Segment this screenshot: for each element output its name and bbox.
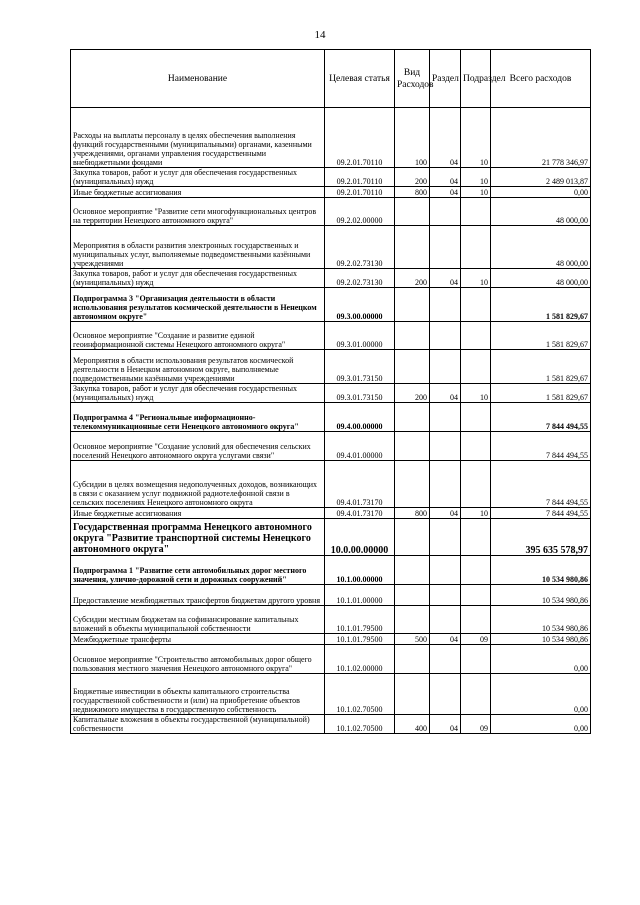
table-row (71, 585, 591, 606)
table-row (71, 461, 591, 508)
row-section (430, 461, 461, 508)
row-name: Межбюджетные трансферты (71, 634, 325, 645)
row-total: 1 581 829,67 (491, 322, 591, 350)
row-type (395, 322, 430, 350)
row-subsection (461, 585, 491, 606)
row-target: 10.0.00.00000 (325, 519, 395, 556)
row-total: 10 534 980,86 (491, 556, 591, 585)
row-target: 10.1.00.00000 (325, 556, 395, 585)
row-type (395, 350, 430, 384)
table-row (71, 384, 591, 403)
page-number: 14 (314, 29, 326, 41)
row-type (395, 585, 430, 606)
table-body (71, 108, 591, 734)
row-target: 10.1.01.79500 (325, 606, 395, 634)
row-name: Мероприятия в области использования результатов космической деятельности в Ненецком автономном округе, выполняемые подведомственными казёнными учреждениями (71, 350, 325, 384)
header-section: Раздел (430, 50, 461, 108)
row-name: Субсидии в целях возмещения недополученных доходов, возникающих в связи с оказанием услуг подвижной радиотелефонной связи в сельских поселениях Ненецкого автономного округа (71, 461, 325, 508)
row-name: Подпрограмма 1 "Развитие сети автомобильных дорог местного значения, улично-дорожной сети и дорожных сооружений" (71, 556, 325, 585)
table-row (71, 108, 591, 168)
row-type (395, 606, 430, 634)
table-row (71, 519, 591, 556)
table-row (71, 187, 591, 198)
row-total: 0,00 (491, 674, 591, 715)
row-name: Государственная программа Ненецкого автономного округа "Развитие транспортной системы Ненецкого автономного округа" (71, 519, 325, 556)
row-subsection: 10 (461, 187, 491, 198)
header-target: Целевая статья (325, 50, 395, 108)
row-total: 7 844 494,55 (491, 461, 591, 508)
table-row (71, 322, 591, 350)
row-type: 200 (395, 384, 430, 403)
row-name: Иные бюджетные ассигнования (71, 508, 325, 519)
row-section: 04 (430, 384, 461, 403)
row-section (430, 556, 461, 585)
row-subsection (461, 461, 491, 508)
row-subsection (461, 226, 491, 269)
row-section (430, 432, 461, 461)
row-name: Расходы на выплаты персоналу в целях обеспечения выполнения функций государственными (муниципальными) органами, казенными учреждениями, органами управления государственными внебюджетными фондами (71, 108, 325, 168)
row-name: Закупка товаров, работ и услуг для обеспечения государственных (муниципальных) нужд (71, 269, 325, 288)
row-subsection: 10 (461, 168, 491, 187)
row-target: 10.1.02.70500 (325, 715, 395, 734)
row-target: 09.3.01.73150 (325, 384, 395, 403)
row-type (395, 432, 430, 461)
table-row (71, 715, 591, 734)
row-total: 21 778 346,97 (491, 108, 591, 168)
row-type: 100 (395, 108, 430, 168)
row-name: Бюджетные инвестиции в объекты капитального строительства государственной собственности и (или) на приобретение объектов недвижимого имущества в государственную собственность (71, 674, 325, 715)
row-section (430, 519, 461, 556)
table-row (71, 556, 591, 585)
row-target: 09.3.01.00000 (325, 322, 395, 350)
table-row (71, 674, 591, 715)
row-subsection: 09 (461, 634, 491, 645)
row-total: 2 489 013,87 (491, 168, 591, 187)
table-header-row (71, 50, 591, 108)
row-name: Закупка товаров, работ и услуг для обеспечения государственных (муниципальных) нужд (71, 168, 325, 187)
row-target: 09.2.02.73130 (325, 226, 395, 269)
row-name: Закупка товаров, работ и услуг для обеспечения государственных (муниципальных) нужд (71, 384, 325, 403)
row-type: 800 (395, 187, 430, 198)
table-row (71, 168, 591, 187)
row-subsection: 10 (461, 108, 491, 168)
row-target: 09.3.00.00000 (325, 288, 395, 322)
row-target: 09.2.02.73130 (325, 269, 395, 288)
row-section: 04 (430, 508, 461, 519)
header-name: Наименование (71, 50, 325, 108)
row-subsection (461, 645, 491, 674)
row-target: 10.1.02.70500 (325, 674, 395, 715)
row-type: 200 (395, 269, 430, 288)
row-section (430, 606, 461, 634)
row-target: 09.2.01.70110 (325, 187, 395, 198)
row-target: 10.1.01.00000 (325, 585, 395, 606)
row-total: 10 534 980,86 (491, 585, 591, 606)
header-subsection: Подраздел (461, 50, 491, 108)
row-total: 0,00 (491, 187, 591, 198)
row-total: 395 635 578,97 (491, 519, 591, 556)
row-subsection (461, 198, 491, 226)
row-total: 1 581 829,67 (491, 288, 591, 322)
row-name: Основное мероприятие "Создание и развитие единой геоинформационной системы Ненецкого автономного округа" (71, 322, 325, 350)
row-total: 48 000,00 (491, 269, 591, 288)
row-name: Основное мероприятие "Строительство автомобильных дорог общего пользования местного значения Ненецкого автономного округа" (71, 645, 325, 674)
row-name: Иные бюджетные ассигнования (71, 187, 325, 198)
row-subsection (461, 288, 491, 322)
row-target: 10.1.02.00000 (325, 645, 395, 674)
row-total: 48 000,00 (491, 198, 591, 226)
row-type: 500 (395, 634, 430, 645)
row-section (430, 322, 461, 350)
row-type (395, 198, 430, 226)
row-total: 7 844 494,55 (491, 432, 591, 461)
row-type (395, 674, 430, 715)
table-row (71, 508, 591, 519)
row-section: 04 (430, 269, 461, 288)
row-type (395, 461, 430, 508)
row-total: 1 581 829,67 (491, 350, 591, 384)
row-type (395, 403, 430, 432)
budget-table (70, 49, 591, 734)
row-target: 09.3.01.73150 (325, 350, 395, 384)
row-type (395, 645, 430, 674)
row-name: Подпрограмма 4 "Региональные информационно-телекоммуникационные сети Ненецкого автономного округа" (71, 403, 325, 432)
table-row (71, 403, 591, 432)
row-section (430, 674, 461, 715)
row-name: Капитальные вложения в объекты государственной (муниципальной) собственности (71, 715, 325, 734)
row-section: 04 (430, 715, 461, 734)
row-section (430, 198, 461, 226)
row-name: Основное мероприятие "Создание условий для обеспечения сельских поселений Ненецкого автономного округа услугами связи" (71, 432, 325, 461)
row-section (430, 403, 461, 432)
row-total: 1 581 829,67 (491, 384, 591, 403)
row-section (430, 645, 461, 674)
row-section: 04 (430, 634, 461, 645)
row-subsection (461, 432, 491, 461)
table-row (71, 226, 591, 269)
row-type (395, 519, 430, 556)
row-subsection (461, 556, 491, 585)
row-type (395, 556, 430, 585)
table-row (71, 634, 591, 645)
row-name: Субсидии местным бюджетам на софинансирование капитальных вложений в объекты муниципальной собственности (71, 606, 325, 634)
row-section (430, 226, 461, 269)
row-target: 09.2.02.00000 (325, 198, 395, 226)
row-subsection (461, 322, 491, 350)
row-total: 10 534 980,86 (491, 606, 591, 634)
table-row (71, 198, 591, 226)
table-row (71, 645, 591, 674)
table-row (71, 432, 591, 461)
row-subsection: 10 (461, 508, 491, 519)
row-target: 09.2.01.70110 (325, 168, 395, 187)
row-target: 10.1.01.79500 (325, 634, 395, 645)
row-total: 0,00 (491, 645, 591, 674)
row-name: Подпрограмма 3 "Организация деятельности в области использования результатов космической деятельности в Ненецком автономном округе" (71, 288, 325, 322)
row-subsection: 10 (461, 384, 491, 403)
header-total: Всего расходов (491, 50, 591, 108)
row-total: 7 844 494,55 (491, 403, 591, 432)
row-section: 04 (430, 168, 461, 187)
row-section (430, 350, 461, 384)
row-target: 09.4.01.73170 (325, 461, 395, 508)
row-type (395, 226, 430, 269)
row-name: Основное мероприятие "Развитие сети многофункциональных центров на территории Ненецкого автономного округа" (71, 198, 325, 226)
row-target: 09.4.01.00000 (325, 432, 395, 461)
row-section: 04 (430, 108, 461, 168)
row-total: 48 000,00 (491, 226, 591, 269)
row-total: 10 534 980,86 (491, 634, 591, 645)
row-type: 800 (395, 508, 430, 519)
row-type: 200 (395, 168, 430, 187)
table-row (71, 269, 591, 288)
row-total: 7 844 494,55 (491, 508, 591, 519)
table-row (71, 350, 591, 384)
row-subsection (461, 674, 491, 715)
row-type: 400 (395, 715, 430, 734)
row-subsection (461, 403, 491, 432)
row-section (430, 288, 461, 322)
row-total: 0,00 (491, 715, 591, 734)
row-subsection: 10 (461, 269, 491, 288)
row-target: 09.2.01.70110 (325, 108, 395, 168)
row-name: Предоставление межбюджетных трансфертов бюджетам другого уровня (71, 585, 325, 606)
row-subsection: 09 (461, 715, 491, 734)
row-type (395, 288, 430, 322)
row-section (430, 585, 461, 606)
row-subsection (461, 606, 491, 634)
row-name: Мероприятия в области развития электронных государственных и муниципальных услуг, выполняемые подведомственными казёнными учреждениями (71, 226, 325, 269)
table-row (71, 288, 591, 322)
row-target: 09.4.01.73170 (325, 508, 395, 519)
row-section: 04 (430, 187, 461, 198)
row-subsection (461, 519, 491, 556)
table-row (71, 606, 591, 634)
row-subsection (461, 350, 491, 384)
row-target: 09.4.00.00000 (325, 403, 395, 432)
header-type: Вид Расходов (395, 50, 430, 108)
